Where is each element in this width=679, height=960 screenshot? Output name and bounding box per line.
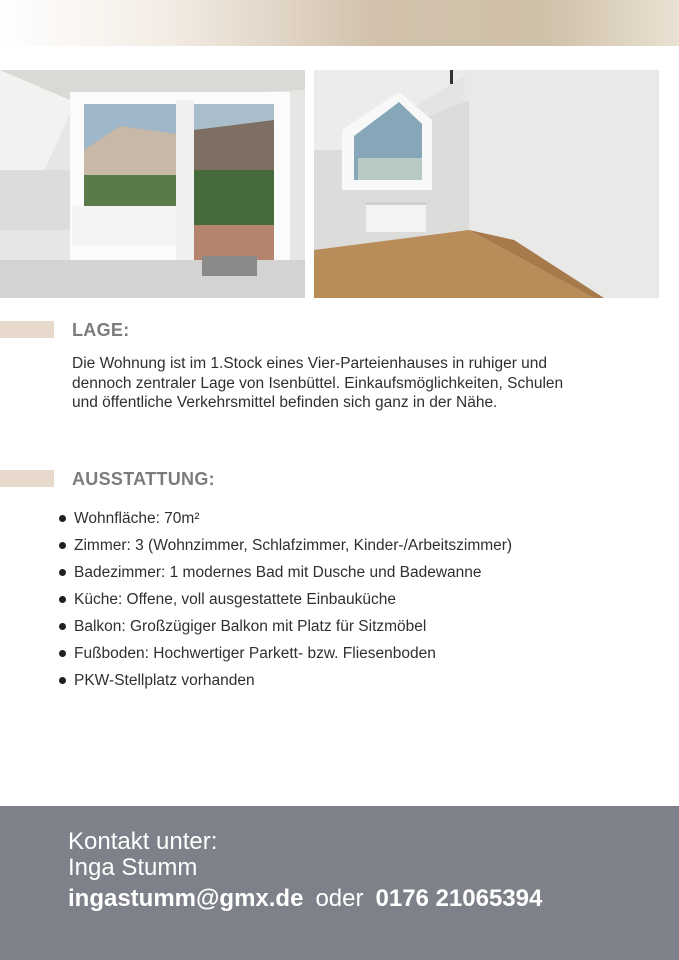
bullet-icon: [59, 650, 66, 657]
bullet-icon: [59, 515, 66, 522]
lage-accent-bar: [0, 321, 54, 338]
bullet-icon: [59, 677, 66, 684]
feature-text: Zimmer: 3 (Wohnzimmer, Schlafzimmer, Kinder-/Arbeitszimmer): [74, 537, 513, 554]
feature-text: Balkon: Großzügiger Balkon mit Platz für Sitzmöbel: [74, 618, 427, 635]
list-item: [58, 640, 512, 667]
contact-details: [68, 885, 542, 913]
feature-text: Fußboden: Hochwertiger Parkett- bzw. Fliesenboden: [74, 645, 436, 662]
bullet-icon: [59, 569, 66, 576]
contact-label: Kontakt unter:: [68, 828, 218, 855]
list-item: [58, 559, 512, 586]
bullet-icon: [59, 623, 66, 630]
lage-description: Die Wohnung ist im 1.Stock eines Vier-Parteienhauses in ruhiger und dennoch zentraler Lage von Isenbüttel. Einkaufsmöglichkeiten, Schulen und öffentliche Verkehrsmittel befinden sich ganz in der Nähe.: [72, 355, 564, 411]
bedroom-photo: [314, 70, 659, 298]
bullet-icon: [59, 596, 66, 603]
lage-heading: LAGE:: [72, 320, 130, 340]
living-room-photo: [0, 70, 305, 298]
ausstattung-accent-bar: [0, 470, 54, 487]
contact-name: Inga Stumm: [68, 854, 198, 881]
feature-text: Küche: Offene, voll ausgestattete Einbauküche: [74, 591, 396, 608]
list-item: [58, 532, 512, 559]
contact-footer: [0, 806, 679, 960]
feature-text: Wohnfläche: 70m²: [74, 510, 200, 527]
feature-list: [58, 505, 512, 694]
contact-separator: oder: [315, 885, 364, 912]
feature-text: PKW-Stellplatz vorhanden: [74, 672, 255, 689]
list-item: [58, 613, 512, 640]
list-item: [58, 667, 512, 694]
top-decorative-band: [0, 0, 679, 46]
contact-email-link[interactable]: ingastumm@gmx.de: [68, 885, 304, 912]
contact-phone-link[interactable]: 0176 21065394: [375, 885, 543, 912]
list-item: [58, 586, 512, 613]
feature-text: Badezimmer: 1 modernes Bad mit Dusche und Badewanne: [74, 564, 482, 581]
list-item: [58, 505, 512, 532]
bullet-icon: [59, 542, 66, 549]
ausstattung-heading: AUSSTATTUNG:: [72, 469, 215, 489]
